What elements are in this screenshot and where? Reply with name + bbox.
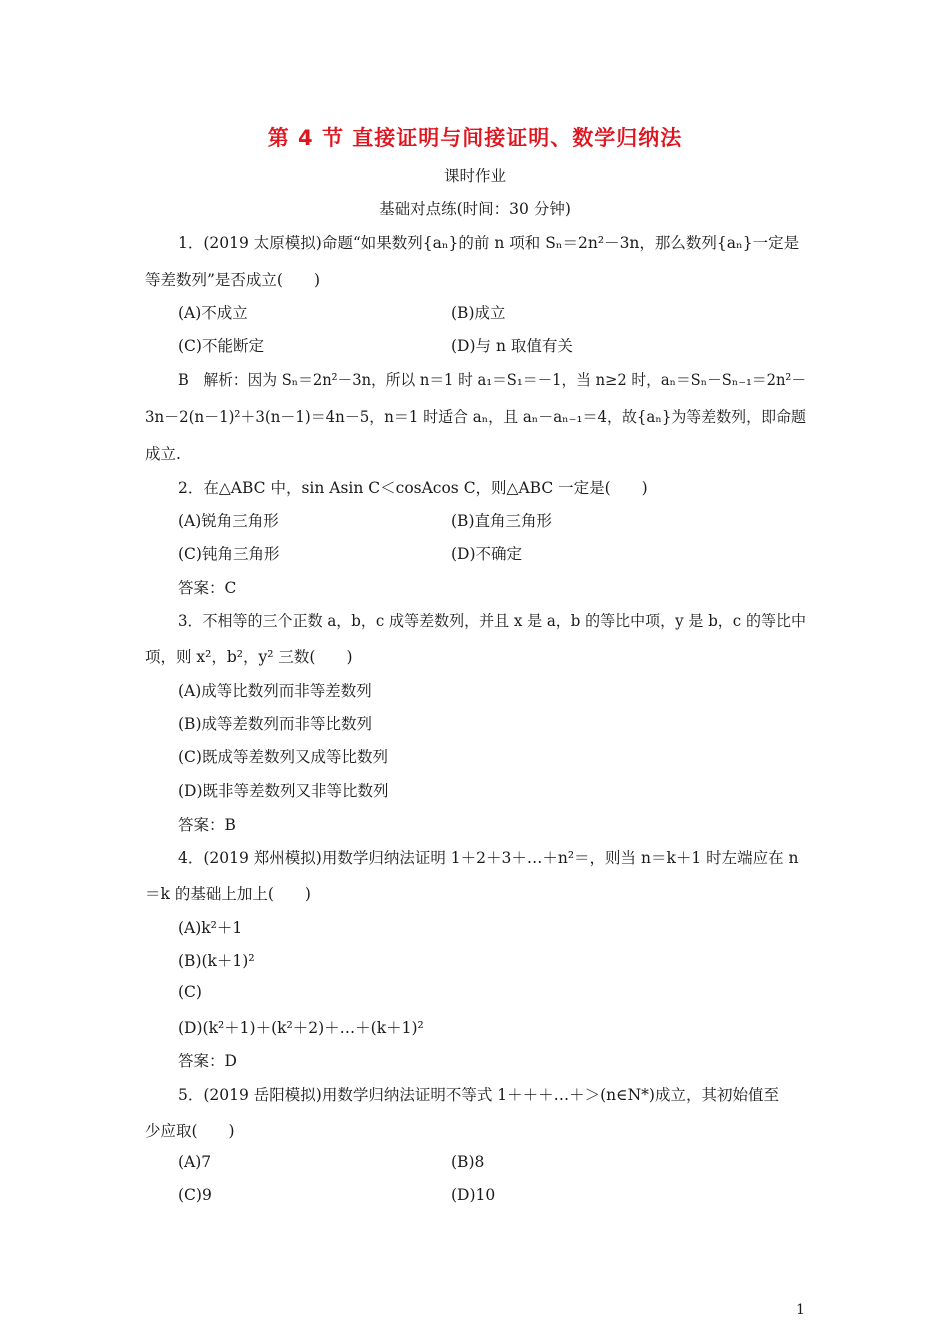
question-4-option-b: (B)(k＋1)² (178, 952, 255, 970)
question-2-option-c: (C)钝角三角形 (178, 545, 280, 563)
question-1-line-1: 1．(2019 太原模拟)命题“如果数列{aₙ}的前 n 项和 Sₙ＝2n²－3n，那么数列{aₙ}一定是 (178, 234, 800, 252)
question-5-option-a: (A)7 (178, 1153, 212, 1171)
question-1-option-c: (C)不能断定 (178, 337, 264, 355)
question-3-line-1: 3．不相等的三个正数 a，b，c 成等差数列，并且 x 是 a，b 的等比中项，y 是 b，c 的等比中 (178, 612, 807, 630)
question-2-option-d: (D)不确定 (451, 545, 523, 563)
question-2-option-b: (B)直角三角形 (451, 512, 552, 530)
question-2-answer: 答案：C (178, 579, 237, 597)
question-4-answer: 答案：D (178, 1052, 237, 1070)
page-number: 1 (796, 1302, 805, 1318)
question-1-solution-line-2: 3n－2(n－1)²＋3(n－1)＝4n－5，n＝1 时适合 aₙ，且 aₙ－aₙ₋₁＝4，故{aₙ}为等差数列，即命题 (145, 408, 807, 426)
question-4-option-d: (D)(k²＋1)＋(k²＋2)＋…＋(k＋1)² (178, 1019, 424, 1037)
page-title: 第 4 节 直接证明与间接证明、数学归纳法 (267, 126, 683, 150)
question-2-option-a: (A)锐角三角形 (178, 512, 279, 530)
page-subtitle: 课时作业 (443, 167, 506, 185)
question-1-solution-line-3: 成立. (145, 445, 181, 463)
question-4-option-c: (C) (178, 983, 202, 1001)
question-5-line-1: 5．(2019 岳阳模拟)用数学归纳法证明不等式 1＋＋＋…＋＞(n∈N*)成立，其初始值至 (178, 1086, 779, 1104)
question-4-line-1: 4．(2019 郑州模拟)用数学归纳法证明 1＋2＋3＋…＋n²＝，则当 n＝k＋1 时左端应在 n (178, 849, 799, 867)
question-5-option-c: (C)9 (178, 1186, 212, 1204)
question-1-option-d: (D)与 n 取值有关 (451, 337, 573, 355)
question-3-line-2: 项，则 x²，b²，y² 三数( ) (145, 648, 353, 666)
question-5-option-b: (B)8 (451, 1153, 485, 1171)
question-1-line-2: 等差数列”是否成立( ) (145, 271, 321, 289)
question-5-line-2: 少应取( ) (145, 1122, 235, 1140)
question-3-answer: 答案：B (178, 816, 236, 834)
question-3-option-a: (A)成等比数列而非等差数列 (178, 682, 372, 700)
question-2-line-1: 2．在△ABC 中，sin Asin C＜cosAcos C，则△ABC 一定是( ) (178, 479, 648, 497)
question-1-option-b: (B)成立 (451, 304, 506, 322)
question-3-option-d: (D)既非等差数列又非等比数列 (178, 782, 389, 800)
question-3-option-b: (B)成等差数列而非等比数列 (178, 715, 372, 733)
question-3-option-c: (C)既成等差数列又成等比数列 (178, 748, 388, 766)
section-heading: 基础对点练(时间：30 分钟) (379, 200, 571, 218)
question-1-option-a: (A)不成立 (178, 304, 248, 322)
question-4-option-a: (A)k²＋1 (178, 919, 243, 937)
question-4-line-2: ＝k 的基础上加上( ) (145, 885, 311, 903)
question-1-solution-line-1: B 解析：因为 Sₙ＝2n²－3n，所以 n＝1 时 a₁＝S₁＝－1，当 n≥2 时，aₙ＝Sₙ－Sₙ₋₁＝2n²－ (178, 371, 807, 389)
question-5-option-d: (D)10 (451, 1186, 496, 1204)
